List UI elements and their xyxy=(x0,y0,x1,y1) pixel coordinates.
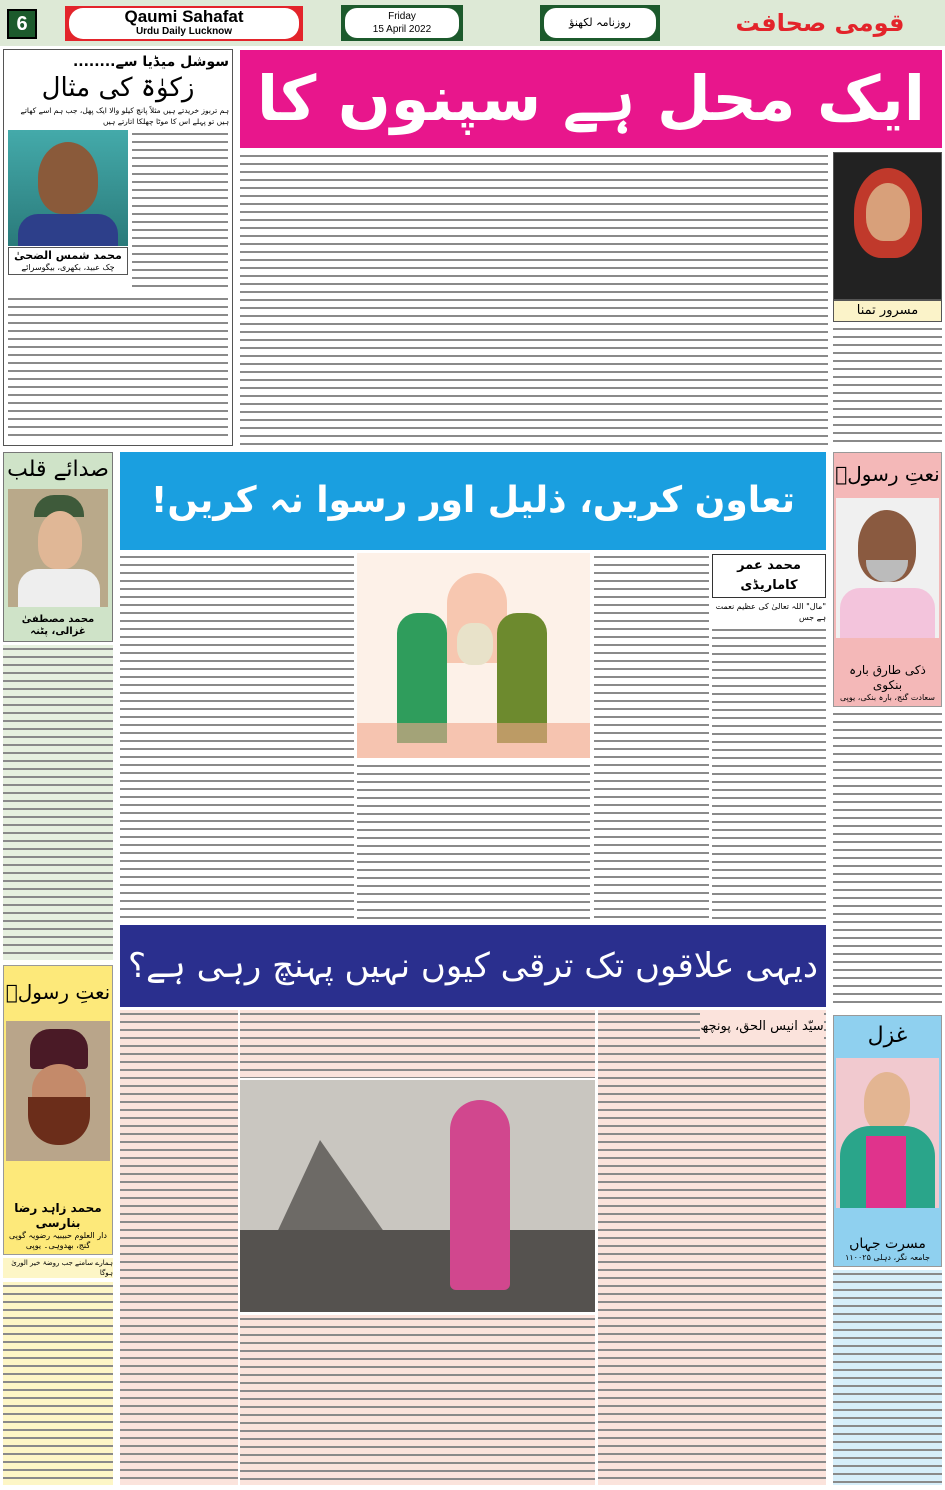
paper-tagline: Urdu Daily Lucknow xyxy=(135,26,233,37)
naat1-caption xyxy=(834,663,941,703)
naat2-author-photo xyxy=(6,1021,110,1161)
dehi-headline: دیہی علاقوں تک ترقی کیوں نہیں پہنچ رہی ہے؟ xyxy=(120,925,826,1007)
issue-day: Friday xyxy=(388,11,416,22)
naat1-column xyxy=(833,452,942,707)
article-body xyxy=(8,295,228,440)
sada-column xyxy=(3,452,113,642)
taawun-headline: تعاون کریں، ذلیل اور رسوا نہ کریں! xyxy=(120,452,826,550)
dehi-body xyxy=(240,1315,595,1485)
page-number: 6 xyxy=(7,9,37,39)
social-media-article xyxy=(3,49,233,446)
naat2-title: نعتِ رسولؐ xyxy=(5,980,111,1004)
social-intro: ہم تربوز خریدتے ہیں مثلاً پانچ کیلو والا ایک پھل، جب ہم اسے کھاتے ہیں تو پہلے اس کا موٹا چھلکا اتارتے ہیں xyxy=(20,106,229,126)
roznama-label: روزنامہ لکھنؤ xyxy=(544,8,656,38)
naat1-author: ذکی طارق بارہ بنکوی xyxy=(849,663,926,692)
ghazal-title: غزل xyxy=(867,1023,908,1048)
taawun-body xyxy=(594,553,709,921)
ghazal-body xyxy=(833,1270,942,1485)
author-place: چک عبید، بکھری، بیگوسرائے xyxy=(21,263,115,272)
social-kicker: سوشل میڈیا سے........ xyxy=(72,54,229,70)
article-body xyxy=(132,130,228,290)
sada-title: صدائے قلب xyxy=(7,457,109,482)
taawun-body xyxy=(120,553,354,921)
lead-author-photo xyxy=(833,152,942,300)
dehi-body xyxy=(240,1010,595,1078)
lead-body xyxy=(240,152,828,446)
ghazal-caption xyxy=(834,1236,941,1263)
paper-name-en: Qaumi Sahafat xyxy=(124,7,244,26)
naat2-first-line: ہمارے سامنے جب روضۂ خیر الوریٰ ہوگا xyxy=(3,1258,113,1278)
taawun-body xyxy=(357,762,590,921)
taawun-illustration xyxy=(357,553,590,758)
naat2-column xyxy=(3,965,113,1255)
dehi-photo xyxy=(240,1080,595,1312)
naat1-author-photo xyxy=(836,498,939,638)
taawun-body xyxy=(712,626,826,921)
roznama-box xyxy=(540,5,660,41)
naat2-author: محمد زاہد رضا بنارسی xyxy=(14,1201,102,1230)
naat2-body xyxy=(3,1282,113,1485)
ghazal-column xyxy=(833,1015,942,1267)
ghazal-author: مسرت جہاں xyxy=(849,1236,926,1252)
naat2-caption xyxy=(4,1201,112,1251)
ghazal-author-photo xyxy=(836,1058,939,1208)
taawun-author: محمد عمر کاماریڈی xyxy=(712,554,826,598)
naat1-title: نعتِ رسولؐ xyxy=(835,462,940,486)
author-photo xyxy=(8,130,128,246)
sada-caption xyxy=(4,614,112,638)
masthead xyxy=(0,0,945,46)
taawun-intro: "مال" اللہ تعالیٰ کی عظیم نعمت ہے جس xyxy=(712,601,826,623)
paper-name-ur: قومی صحافت xyxy=(735,9,905,37)
lead-author-name: مسرور تمنا xyxy=(833,300,942,322)
social-title: زکوٰۃ کی مثال xyxy=(41,73,195,103)
english-nameplate xyxy=(65,6,303,41)
naat1-body xyxy=(833,710,942,1008)
lead-body xyxy=(833,325,942,446)
ghazal-place: جامعہ نگر، دہلی ۱۱۰۰۲۵ xyxy=(845,1253,930,1262)
sada-body xyxy=(3,645,113,960)
sada-author-photo xyxy=(8,489,108,607)
naat2-place-line2: گنج، بھدوہی۔ یوپی xyxy=(25,1241,91,1250)
naat2-place-line1: دار العلوم حبیبیہ رضویہ گوپی xyxy=(9,1231,107,1240)
author-name: محمد شمس الضحیٰ xyxy=(14,249,122,262)
author-caption xyxy=(8,247,128,275)
dehi-author: سیّد انیس الحق، پونچھ xyxy=(700,1012,824,1042)
sada-author: محمد مصطفیٰ غزالی، پٹنہ xyxy=(21,614,95,637)
date-box xyxy=(341,5,463,41)
dehi-body xyxy=(598,1010,826,1485)
issue-date: 15 April 2022 xyxy=(372,24,432,35)
lead-headline: ایک محل ہے سپنوں کا xyxy=(240,50,942,148)
dehi-body xyxy=(120,1010,238,1485)
naat1-place: سعادت گنج، بارہ بنکی، یوپی xyxy=(839,693,935,702)
